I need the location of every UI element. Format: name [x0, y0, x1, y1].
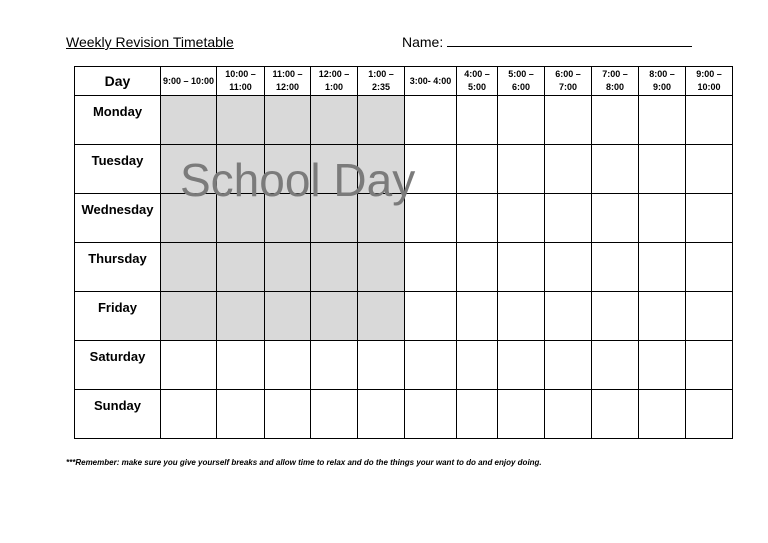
school-slot-cell[interactable] [311, 96, 358, 145]
revision-slot-cell[interactable] [498, 194, 545, 243]
day-label: Wednesday [75, 194, 161, 243]
time-slot-header: 12:00 – 1:00 [311, 67, 358, 96]
time-slot-header: 9:00 – 10:00 [686, 67, 733, 96]
revision-slot-cell[interactable] [686, 341, 733, 390]
time-slot-header: 10:00 – 11:00 [217, 67, 265, 96]
day-column-header: Day [75, 67, 161, 96]
day-label: Tuesday [75, 145, 161, 194]
school-slot-cell[interactable] [311, 243, 358, 292]
school-slot-cell[interactable] [358, 96, 405, 145]
school-slot-cell[interactable] [217, 96, 265, 145]
time-slot-header: 6:00 – 7:00 [545, 67, 592, 96]
revision-slot-cell[interactable] [457, 96, 498, 145]
day-label: Saturday [75, 341, 161, 390]
revision-slot-cell[interactable] [686, 292, 733, 341]
revision-slot-cell[interactable] [457, 194, 498, 243]
table-row [75, 96, 733, 145]
table-row [75, 390, 733, 439]
table-row [75, 243, 733, 292]
revision-slot-cell[interactable] [545, 194, 592, 243]
name-field[interactable] [402, 34, 692, 50]
school-slot-cell[interactable] [311, 292, 358, 341]
revision-slot-cell[interactable] [592, 145, 639, 194]
revision-slot-cell[interactable] [686, 243, 733, 292]
time-slot-header: 9:00 – 10:00 [161, 67, 217, 96]
revision-slot-cell[interactable] [457, 292, 498, 341]
revision-slot-cell[interactable] [498, 243, 545, 292]
revision-slot-cell[interactable] [498, 292, 545, 341]
school-slot-cell[interactable] [161, 243, 217, 292]
table-row [75, 292, 733, 341]
day-label: Monday [75, 96, 161, 145]
school-slot-cell[interactable] [161, 96, 217, 145]
revision-slot-cell[interactable] [545, 243, 592, 292]
revision-slot-cell[interactable] [457, 243, 498, 292]
revision-slot-cell[interactable] [545, 341, 592, 390]
revision-slot-cell[interactable] [639, 145, 686, 194]
revision-slot-cell[interactable] [686, 194, 733, 243]
revision-slot-cell[interactable] [498, 341, 545, 390]
revision-slot-cell[interactable] [405, 390, 457, 439]
revision-slot-cell[interactable] [639, 341, 686, 390]
reminder-footnote: ***Remember: make sure you give yourself breaks and allow time to relax and do the things your want to do and enjoy doing. [66, 458, 542, 467]
revision-slot-cell[interactable] [161, 341, 217, 390]
revision-slot-cell[interactable] [457, 341, 498, 390]
revision-slot-cell[interactable] [592, 194, 639, 243]
revision-slot-cell[interactable] [498, 96, 545, 145]
revision-slot-cell[interactable] [686, 96, 733, 145]
revision-slot-cell[interactable] [545, 96, 592, 145]
revision-slot-cell[interactable] [639, 194, 686, 243]
day-label: Sunday [75, 390, 161, 439]
school-slot-cell[interactable] [265, 96, 311, 145]
school-day-overlay-text: School Day [180, 154, 416, 206]
time-slot-header: 3:00- 4:00 [405, 67, 457, 96]
name-blank-line[interactable] [447, 34, 692, 47]
revision-slot-cell[interactable] [311, 390, 358, 439]
table-row [75, 341, 733, 390]
revision-slot-cell[interactable] [457, 145, 498, 194]
day-label: Friday [75, 292, 161, 341]
revision-slot-cell[interactable] [405, 292, 457, 341]
revision-slot-cell[interactable] [498, 390, 545, 439]
school-slot-cell[interactable] [217, 292, 265, 341]
revision-slot-cell[interactable] [405, 243, 457, 292]
revision-slot-cell[interactable] [265, 390, 311, 439]
time-slot-header: 7:00 – 8:00 [592, 67, 639, 96]
revision-slot-cell[interactable] [311, 341, 358, 390]
revision-slot-cell[interactable] [639, 96, 686, 145]
revision-slot-cell[interactable] [405, 96, 457, 145]
revision-slot-cell[interactable] [545, 292, 592, 341]
revision-slot-cell[interactable] [592, 243, 639, 292]
school-slot-cell[interactable] [217, 243, 265, 292]
school-slot-cell[interactable] [358, 243, 405, 292]
school-slot-cell[interactable] [358, 292, 405, 341]
day-label: Thursday [75, 243, 161, 292]
school-slot-cell[interactable] [265, 243, 311, 292]
revision-slot-cell[interactable] [217, 390, 265, 439]
header-row [75, 67, 733, 96]
revision-slot-cell[interactable] [545, 145, 592, 194]
page-title: Weekly Revision Timetable [66, 34, 234, 50]
revision-slot-cell[interactable] [592, 292, 639, 341]
revision-slot-cell[interactable] [686, 145, 733, 194]
time-slot-header: 8:00 – 9:00 [639, 67, 686, 96]
revision-slot-cell[interactable] [639, 292, 686, 341]
time-slot-header: 5:00 – 6:00 [498, 67, 545, 96]
name-label: Name: [402, 34, 444, 50]
time-slot-header: 1:00 – 2:35 [358, 67, 405, 96]
revision-slot-cell[interactable] [592, 341, 639, 390]
revision-slot-cell[interactable] [592, 390, 639, 439]
revision-slot-cell[interactable] [686, 390, 733, 439]
revision-slot-cell[interactable] [639, 390, 686, 439]
revision-slot-cell[interactable] [358, 390, 405, 439]
school-slot-cell[interactable] [161, 292, 217, 341]
revision-slot-cell[interactable] [639, 243, 686, 292]
time-slot-header: 4:00 – 5:00 [457, 67, 498, 96]
revision-slot-cell[interactable] [161, 390, 217, 439]
revision-slot-cell[interactable] [217, 341, 265, 390]
revision-slot-cell[interactable] [545, 390, 592, 439]
revision-timetable [74, 66, 733, 439]
revision-slot-cell[interactable] [457, 390, 498, 439]
time-slot-header: 11:00 – 12:00 [265, 67, 311, 96]
revision-slot-cell[interactable] [358, 341, 405, 390]
revision-slot-cell[interactable] [405, 341, 457, 390]
revision-slot-cell[interactable] [498, 145, 545, 194]
revision-slot-cell[interactable] [265, 341, 311, 390]
revision-slot-cell[interactable] [592, 96, 639, 145]
school-slot-cell[interactable] [265, 292, 311, 341]
